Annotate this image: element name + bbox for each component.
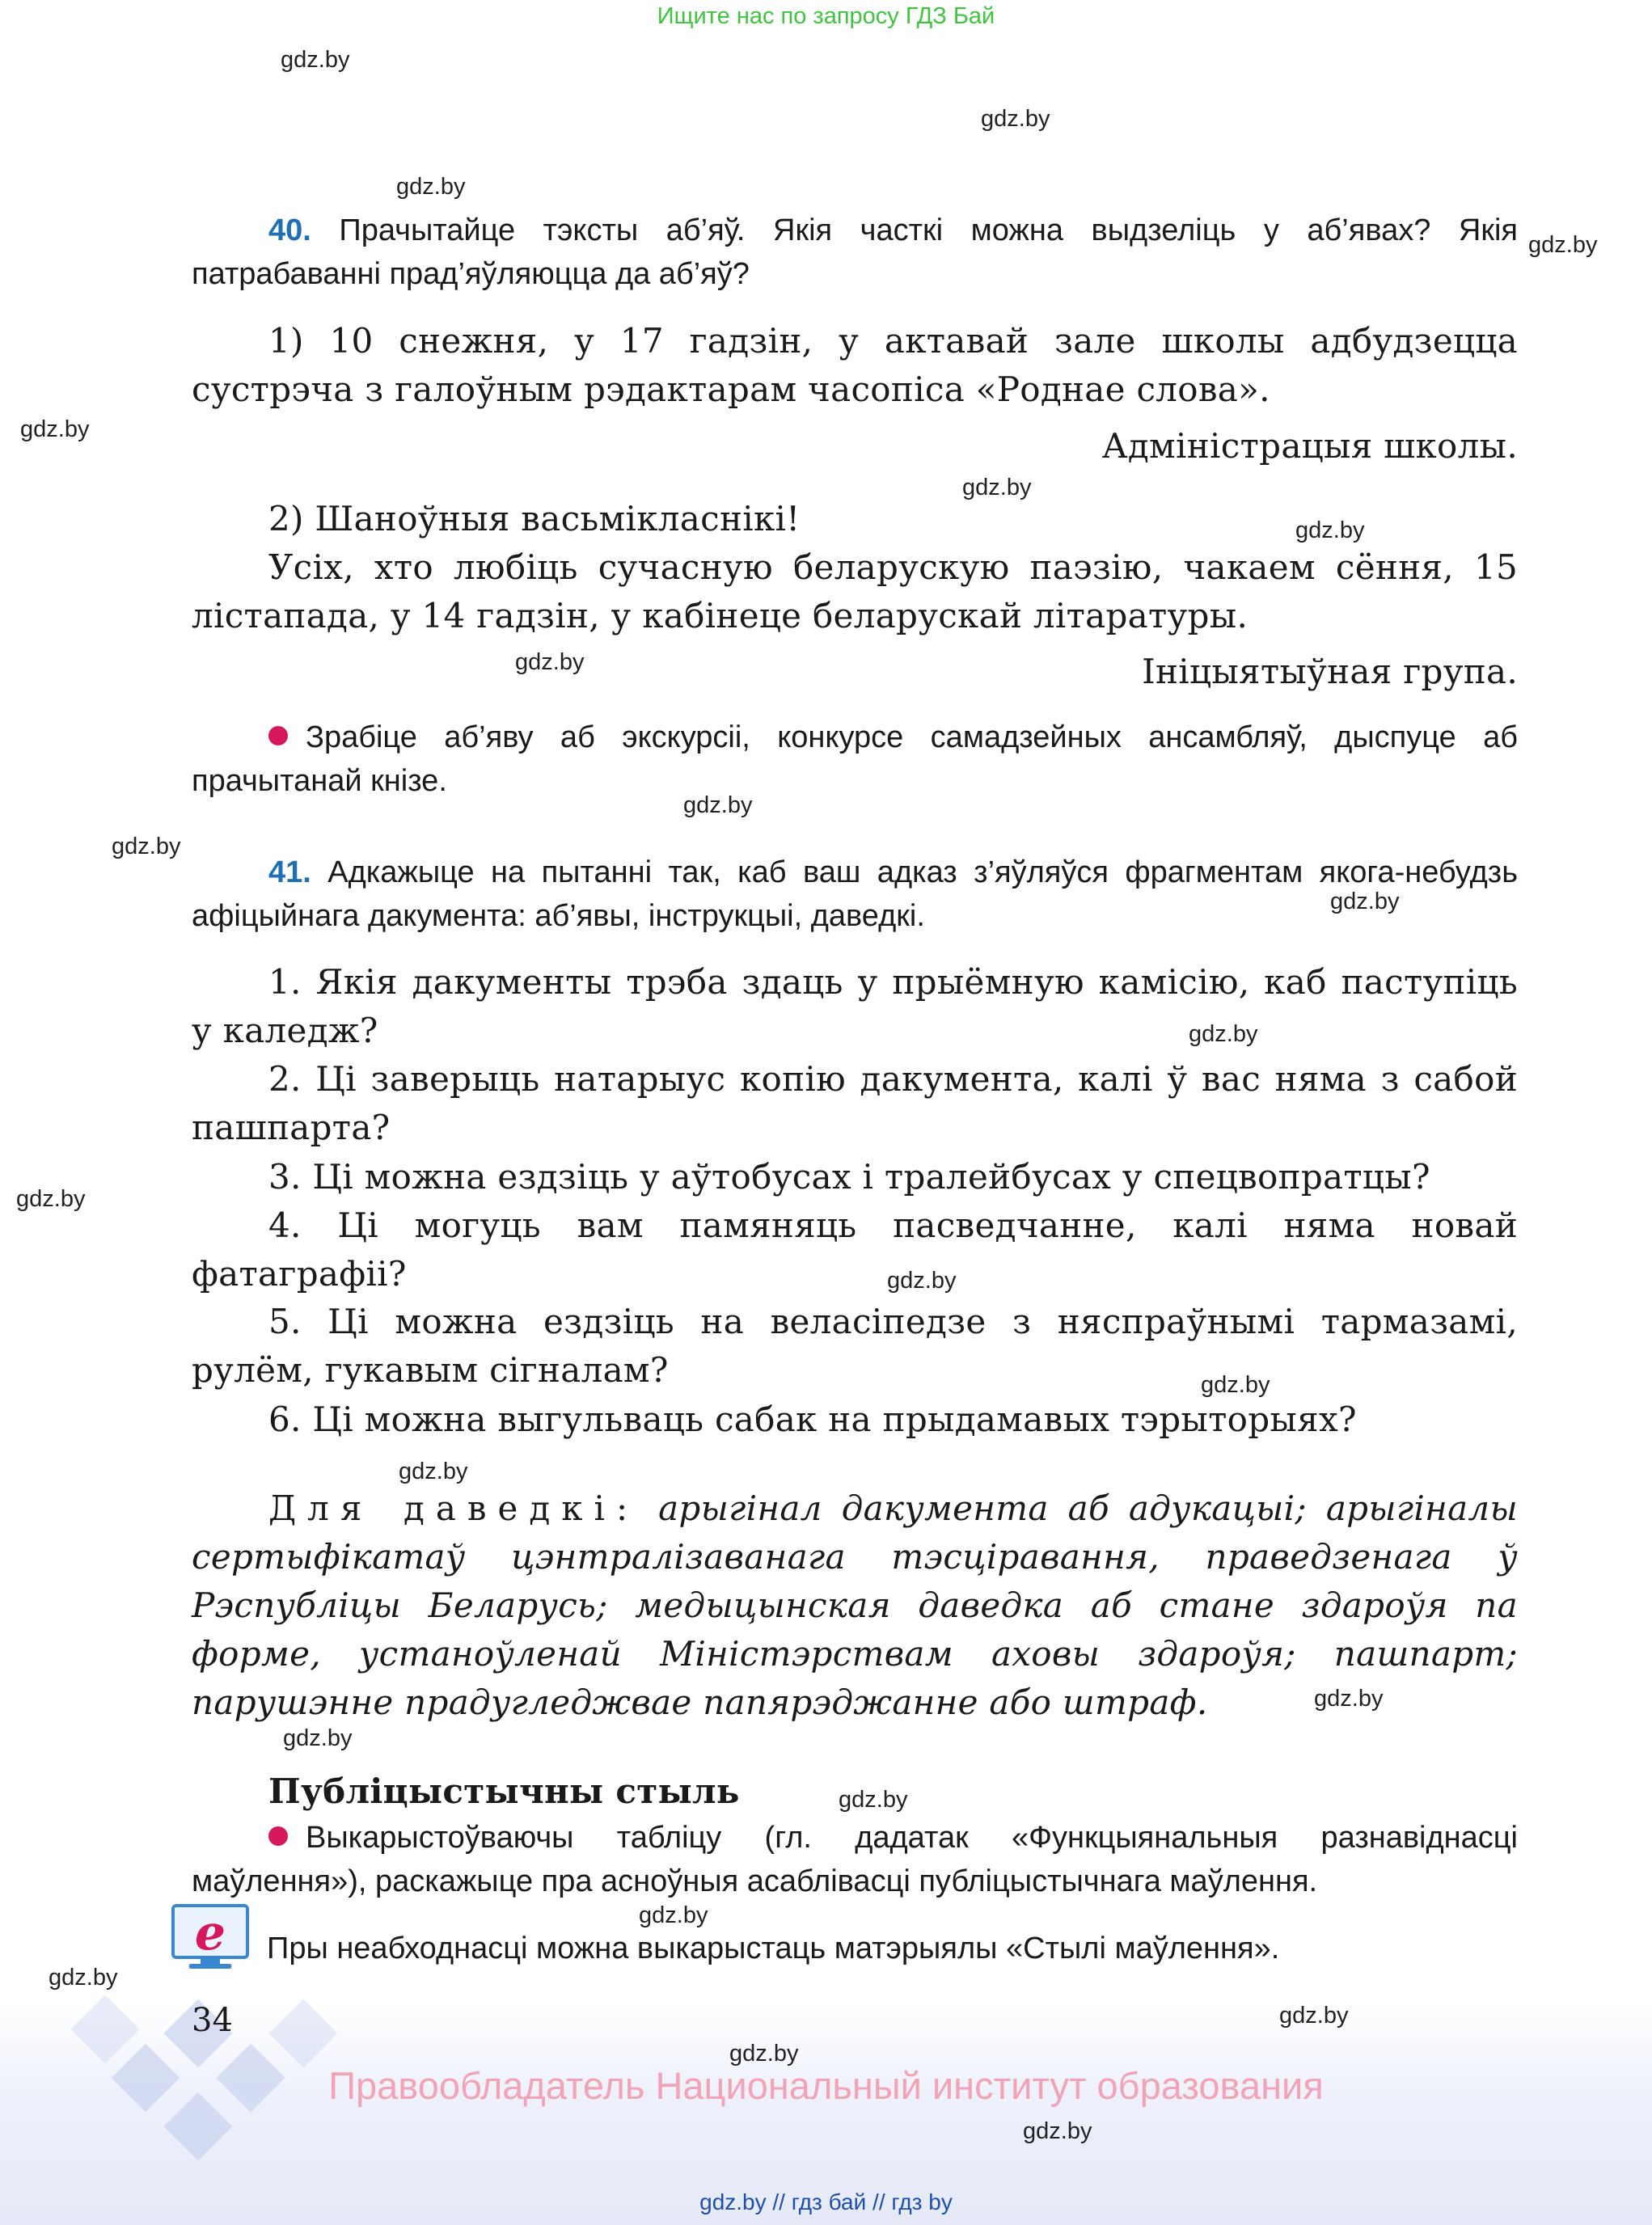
watermark: gdz.by xyxy=(1295,517,1365,543)
ex41-question-3: 3. Ці можна ездзіць у аўтобусах і тралейбусах у спецвопратцы? xyxy=(268,1157,1430,1197)
watermark: gdz.by xyxy=(639,1902,708,1928)
watermark: gdz.by xyxy=(839,1787,908,1813)
ex41-number: 41. xyxy=(268,855,311,889)
watermark: gdz.by xyxy=(16,1186,86,1212)
ex40-ad2-heading: 2) Шаноўныя васьмікласнікі! xyxy=(268,499,801,538)
watermark: gdz.by xyxy=(1023,2118,1092,2144)
ex41-reference xyxy=(192,1484,1518,1727)
watermark: gdz.by xyxy=(981,106,1050,132)
ex40-ad1: 1) 10 снежня, у 17 гадзін, у актавай зале школы адбудзецца сустрэча з галоўным рэдактарам часопіса «Роднае слова». xyxy=(192,321,1518,409)
bottom-links[interactable]: gdz.by // гдз бай // гдз by xyxy=(699,2189,953,2214)
ex40-ad1-signature: Адміністрацыя школы. xyxy=(1101,426,1518,466)
top-banner[interactable]: Ищите нас по запросу ГДЗ Бай xyxy=(657,3,995,29)
watermark: gdz.by xyxy=(1201,1372,1270,1398)
ex40-bullet-text: Зрабіце аб’яву аб экскурсіі, конкурсе самадзейных ансамбляў, дыспуце аб прачытанай кнізе. xyxy=(192,720,1518,798)
e-note: Пры неабходнасці можна выкарыстаць матэрыялы «Стылі маўлення». xyxy=(267,1932,1280,1965)
ex41-question-4: 4. Ці могуць вам памяняць пасведчанне, калі няма новай фатаграфіі? xyxy=(192,1205,1518,1294)
bullet-icon xyxy=(268,1826,288,1846)
watermark: gdz.by xyxy=(515,649,585,675)
reference-label: Для даведкі: xyxy=(268,1488,640,1528)
ex40-ad2-signature: Ініцыятыўная група. xyxy=(1142,652,1518,691)
decor-diamond xyxy=(269,1999,338,2068)
ex41-question-6: 6. Ці можна выгульваць сабак на прыдамавых тэрыторыях? xyxy=(268,1400,1357,1439)
watermark: gdz.by xyxy=(1279,2003,1349,2029)
ex41-question-5: 5. Ці можна ездзіць на веласіпедзе з няспраўнымі тармазамі, рулём, гукавым сігналам? xyxy=(192,1302,1518,1390)
watermark: gdz.by xyxy=(112,834,181,859)
ex40-ad2-body: Усіх, хто любіць сучасную беларускую паэзію, чакаем сёння, 15 лістапада, у 14 гадзін, у кабінеце беларускай літаратуры. xyxy=(192,547,1518,635)
watermark: gdz.by xyxy=(1314,1686,1384,1712)
ex40-number: 40. xyxy=(268,213,311,247)
watermark: gdz.by xyxy=(396,174,466,200)
reference-text: арыгінал дакумента аб адукацыі; арыгіналы сертыфікатаў цэнтралізаванага тэсціравання, праведзенага ў Рэспубліцы Беларусь; медыцынская даведка аб стане здароўя па форме, устаноўленай Міністэрствам аховы здароўя; пашпарт; парушэнне прадугледжвае папярэджанне або штраф. xyxy=(192,1488,1518,1722)
ex40-task-text: Прачытайце тэксты аб’яў. Якія часткі можна выдзеліць у аб’явах? Якія патрабаванні прад’яўляюцца да аб’яў? xyxy=(192,213,1519,291)
decor-diamond xyxy=(71,1995,140,2064)
watermark: gdz.by xyxy=(729,2041,799,2067)
watermark: gdz.by xyxy=(1330,889,1400,914)
ex41-question-2: 2. Ці заверыць натарыус копію дакумента, калі ў вас няма з сабой пашпарта? xyxy=(192,1059,1518,1147)
watermark: gdz.by xyxy=(683,792,753,818)
watermark: gdz.by xyxy=(20,416,90,442)
ex41-task-text: Адкажыце на пытанні так, каб ваш адказ з’яўляўся фрагментам якога-небудзь афіцыйнага дакумента: аб’явы, інструкцыі, даведкі. xyxy=(192,855,1518,933)
bullet-icon xyxy=(268,726,288,745)
watermark: gdz.by xyxy=(887,1268,957,1294)
watermark: gdz.by xyxy=(283,1725,353,1751)
section-bullet xyxy=(192,1816,1518,1903)
ex40-bullet xyxy=(192,716,1518,803)
watermark: gdz.by xyxy=(1528,232,1598,258)
e-letter: e xyxy=(194,1905,226,1961)
section-bullet-text: Выкарыстоўваючы табліцу (гл. дадатак «Функцыянальныя разнавіднасці маўлення»), раскажыце пра асноўныя асаблівасці публіцыстычнага маўлення. xyxy=(192,1821,1518,1898)
watermark: gdz.by xyxy=(1189,1021,1258,1047)
ex41-task xyxy=(192,851,1518,938)
page-number: 34 xyxy=(192,2002,233,2039)
watermark: gdz.by xyxy=(399,1459,468,1484)
copyright-notice: Правообладатель Национальный институт образования xyxy=(328,2064,1324,2107)
watermark: gdz.by xyxy=(962,475,1032,500)
watermark: gdz.by xyxy=(49,1965,118,1991)
e-resource-icon xyxy=(171,1904,249,1972)
watermark: gdz.by xyxy=(281,47,350,73)
ex41-question-1: 1. Якія дакументы трэба здаць у прыёмную камісію, каб паступіць у каледж? xyxy=(192,962,1518,1050)
ex40-task xyxy=(192,209,1518,296)
section-heading: Публіцыстычны стыль xyxy=(268,1771,740,1811)
